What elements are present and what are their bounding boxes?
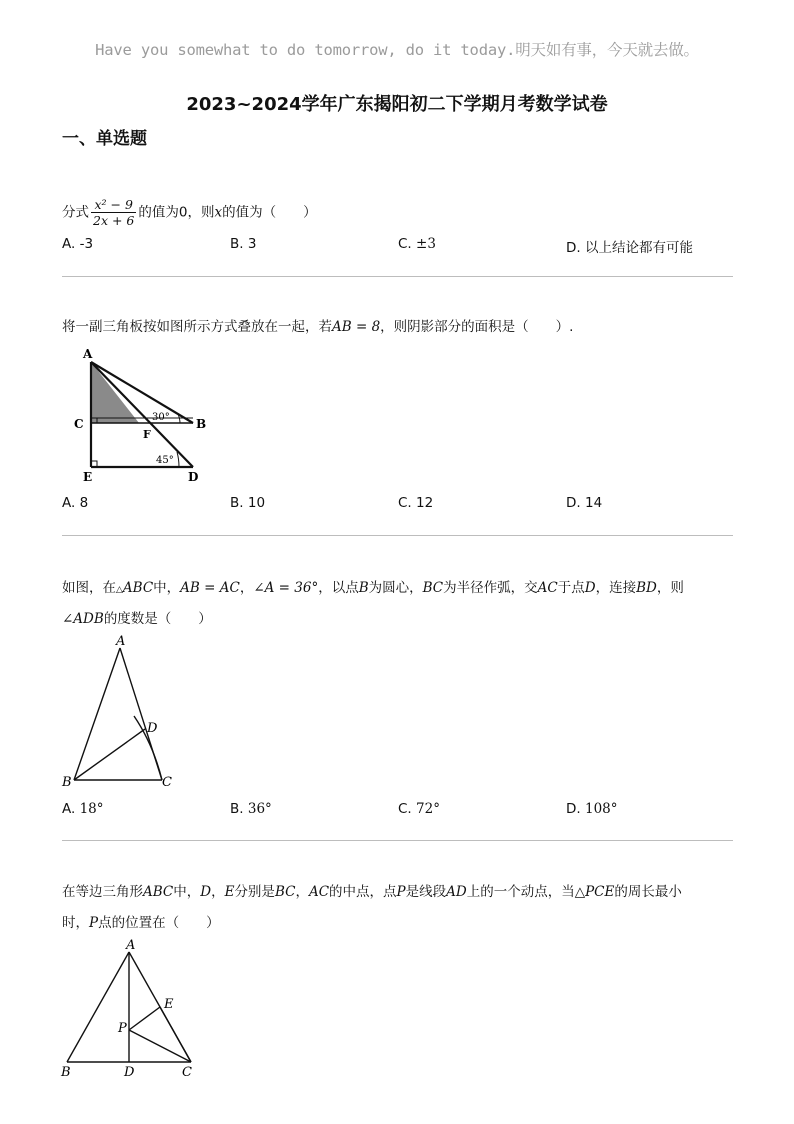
q3-text: ，连接 — [595, 580, 637, 596]
q3-text: 为圆心， — [368, 580, 423, 596]
page-title: 2023~2024学年广东揭阳初二下学期月考数学试卷 — [186, 94, 608, 115]
q3-text: 的度数是（ ） — [103, 611, 212, 627]
q4-math: P — [89, 915, 99, 931]
option-letter: C. — [398, 801, 412, 817]
label-a: A — [116, 634, 126, 649]
label-c: C — [182, 1065, 192, 1080]
q4-figure — [56, 936, 206, 1082]
q3-math: AB = AC — [180, 580, 240, 596]
q1-option-d[interactable] — [566, 236, 693, 256]
question-3-line-1 — [62, 578, 684, 600]
q4-text: 在等边三角形 — [62, 884, 143, 900]
q1-prefix: 分式 — [62, 204, 89, 221]
q4-text: ， — [211, 884, 225, 900]
option-letter: D. — [566, 240, 581, 256]
q3-option-d[interactable] — [566, 801, 618, 817]
q3-math: ∠ADB — [62, 611, 104, 627]
q3-math: BD — [636, 580, 657, 596]
option-letter: A. — [62, 236, 76, 252]
option-text: 14 — [584, 495, 603, 511]
q1-denominator: 2x + 6 — [93, 213, 135, 228]
question-3-line-2 — [62, 609, 212, 629]
label-b: B — [196, 417, 207, 431]
q4-text: 中， — [173, 884, 201, 900]
angle-45: 45° — [156, 455, 174, 466]
q3-option-b[interactable] — [230, 801, 272, 817]
label-b: B — [61, 1065, 71, 1080]
label-a: A — [83, 347, 93, 361]
option-letter: D. — [566, 495, 581, 511]
option-letter: A. — [62, 495, 76, 511]
q2-math: AB = 8 — [332, 319, 381, 335]
q3-math: ∠A = 36° — [253, 580, 319, 596]
label-c: C — [74, 417, 84, 431]
q2-option-d[interactable] — [566, 495, 602, 511]
q3-math: BC — [422, 580, 444, 596]
divider — [62, 276, 733, 277]
q2-option-c[interactable] — [398, 495, 433, 511]
label-d: D — [188, 470, 199, 484]
label-a: A — [126, 938, 136, 953]
label-p: P — [118, 1021, 127, 1036]
q4-text: 时， — [62, 915, 89, 931]
option-text: 12 — [416, 495, 434, 511]
option-letter: B. — [230, 801, 244, 817]
q3-text: 于点 — [557, 580, 585, 596]
option-letter: B. — [230, 495, 244, 511]
option-text: 以上结论都有可能 — [584, 240, 693, 256]
q3-text: ，以点 — [318, 580, 359, 596]
q3-text: 如图，在 — [62, 580, 116, 596]
q4-math: AC — [308, 884, 330, 900]
label-e: E — [164, 997, 174, 1012]
q3-option-a[interactable] — [62, 801, 104, 817]
q2-text-b: ，则阴影部分的面积是（ ）. — [380, 319, 574, 335]
q1-option-c[interactable] — [398, 236, 436, 252]
q2-option-b[interactable] — [230, 495, 265, 511]
option-text: -3 — [79, 236, 94, 252]
q3-math: B — [358, 580, 369, 596]
q4-text: 分别是 — [234, 884, 275, 900]
option-text: ±3 — [416, 236, 436, 252]
section-heading: 一、单选题 — [62, 129, 147, 149]
option-letter: B. — [230, 236, 244, 252]
q4-math: AD — [446, 884, 467, 900]
q4-text: 上的一个动点，当 — [466, 884, 575, 900]
q2-figure — [70, 342, 220, 487]
q1-var: x — [214, 204, 223, 221]
option-text: 18° — [79, 801, 104, 817]
shaded-region — [91, 362, 139, 423]
q1-numerator: x² − 9 — [91, 197, 136, 213]
triangle-symbol: △ — [116, 585, 123, 595]
angle-30: 30° — [152, 412, 170, 423]
q2-option-a[interactable] — [62, 495, 88, 511]
option-text: 72° — [416, 801, 440, 817]
q4-math: D — [200, 884, 212, 900]
option-text: 108° — [584, 801, 618, 817]
q3-math: D — [584, 580, 596, 596]
header-motto: Have you somewhat to do tomorrow, do it today.明天如有事，今天就去做。 — [95, 41, 699, 59]
q4-math: ABC — [143, 884, 174, 900]
q1-fraction — [91, 197, 136, 228]
label-b: B — [62, 775, 72, 790]
label-f: F — [143, 428, 151, 441]
label-d: D — [124, 1065, 135, 1080]
option-text: 36° — [247, 801, 272, 817]
question-4-line-1 — [62, 882, 682, 902]
q4-text: ， — [295, 884, 309, 900]
option-text: 10 — [247, 495, 266, 511]
question-1-text — [62, 197, 317, 228]
option-text: 8 — [79, 495, 89, 511]
option-text: 3 — [247, 236, 257, 252]
q4-math: △PCE — [574, 884, 615, 900]
q4-math: BC — [274, 884, 296, 900]
q1-option-a[interactable] — [62, 236, 93, 252]
q3-option-c[interactable] — [398, 801, 440, 817]
q4-text: 的周长最小 — [614, 884, 682, 900]
q4-text: 是线段 — [405, 884, 447, 900]
q3-figure — [56, 632, 186, 792]
q3-math: AC — [537, 580, 558, 596]
option-letter: A. — [62, 801, 76, 817]
label-d: D — [147, 721, 158, 736]
question-2-text — [62, 317, 573, 337]
divider — [62, 840, 733, 841]
label-c: C — [162, 775, 172, 790]
q4-math: P — [396, 884, 406, 900]
q3-text: 中， — [153, 580, 181, 596]
q3-text: 为半径作弧，交 — [443, 580, 538, 596]
q4-text: 点的位置在（ ） — [98, 915, 220, 931]
option-letter: D. — [566, 801, 581, 817]
q2-text-a: 将一副三角板按如图所示方式叠放在一起，若 — [62, 319, 332, 335]
q1-mid: 的值为0，则 — [138, 204, 215, 221]
q3-text: ， — [239, 580, 254, 596]
q4-math: E — [224, 884, 235, 900]
q4-text: 的中点，点 — [329, 884, 397, 900]
option-letter: C. — [398, 236, 412, 252]
q1-option-b[interactable] — [230, 236, 256, 252]
q3-text: ，则 — [656, 580, 684, 596]
question-4-line-2 — [62, 913, 220, 933]
divider — [62, 535, 733, 536]
label-e: E — [83, 470, 93, 484]
option-letter: C. — [398, 495, 412, 511]
q3-math: ABC — [122, 580, 154, 596]
q1-suffix: 的值为（ ） — [222, 204, 317, 221]
